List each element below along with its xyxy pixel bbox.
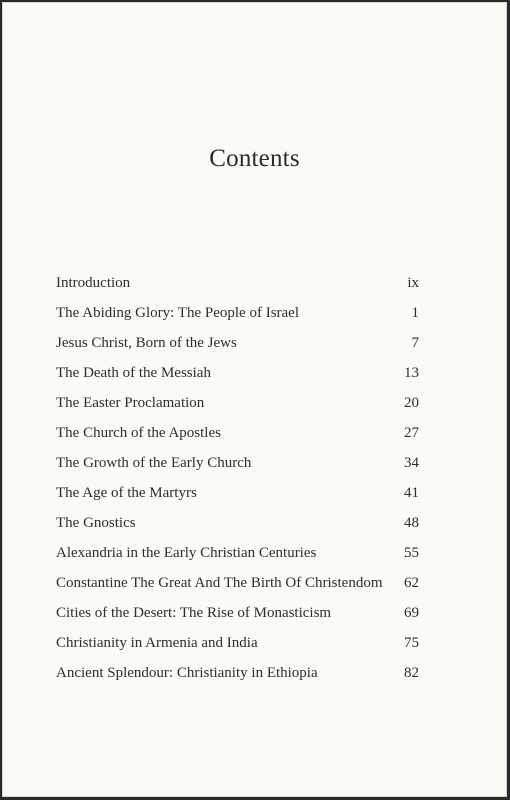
toc-entry-page: 48	[404, 514, 419, 531]
toc-entry-page: 82	[404, 664, 419, 681]
toc-entry	[56, 358, 419, 388]
toc-entry	[56, 628, 419, 658]
toc-entry	[56, 298, 419, 328]
toc-entry	[56, 538, 419, 568]
toc-entry-page: 7	[411, 334, 419, 351]
toc-entry	[56, 568, 419, 598]
book-page	[2, 2, 507, 797]
toc-entry	[56, 328, 419, 358]
toc-entry-page: 62	[404, 574, 419, 591]
toc-entry	[56, 658, 419, 688]
table-of-contents	[56, 268, 419, 688]
toc-entry-title: The Gnostics	[56, 514, 136, 531]
toc-entry	[56, 598, 419, 628]
page-title: Contents	[209, 145, 300, 172]
toc-entry-title: Introduction	[56, 274, 131, 291]
toc-entry-title: Christianity in Armenia and India	[56, 634, 258, 651]
toc-entry-title: The Abiding Glory: The People of Israel	[56, 304, 300, 321]
toc-entry-page: ix	[407, 274, 419, 291]
toc-entry-page: 27	[404, 424, 419, 441]
toc-entry-title: The Growth of the Early Church	[56, 454, 252, 471]
toc-entry-title: Jesus Christ, Born of the Jews	[56, 334, 237, 351]
toc-entry-page: 1	[411, 304, 419, 321]
toc-entry-page: 75	[404, 634, 419, 651]
toc-entry-title: Cities of the Desert: The Rise of Monasticism	[56, 604, 332, 621]
toc-entry-page: 13	[404, 364, 419, 381]
toc-entry-page: 41	[404, 484, 419, 501]
toc-entry	[56, 508, 419, 538]
toc-entry-page: 55	[404, 544, 419, 561]
toc-entry-title: Alexandria in the Early Christian Centuries	[56, 544, 317, 561]
toc-entry-title: The Age of the Martyrs	[56, 484, 197, 501]
toc-entry	[56, 268, 419, 298]
toc-entry	[56, 388, 419, 418]
toc-entry-title: Ancient Splendour: Christianity in Ethiopia	[56, 664, 318, 681]
toc-entry-title: The Church of the Apostles	[56, 424, 221, 441]
toc-entry-page: 34	[404, 454, 419, 471]
toc-entry	[56, 478, 419, 508]
toc-entry-page: 20	[404, 394, 419, 411]
toc-entry-title: Constantine The Great And The Birth Of Christendom	[56, 574, 383, 591]
toc-entry-title: The Easter Proclamation	[56, 394, 205, 411]
toc-entry-page: 69	[404, 604, 419, 621]
toc-entry-title: The Death of the Messiah	[56, 364, 211, 381]
toc-entry	[56, 448, 419, 478]
toc-entry	[56, 418, 419, 448]
